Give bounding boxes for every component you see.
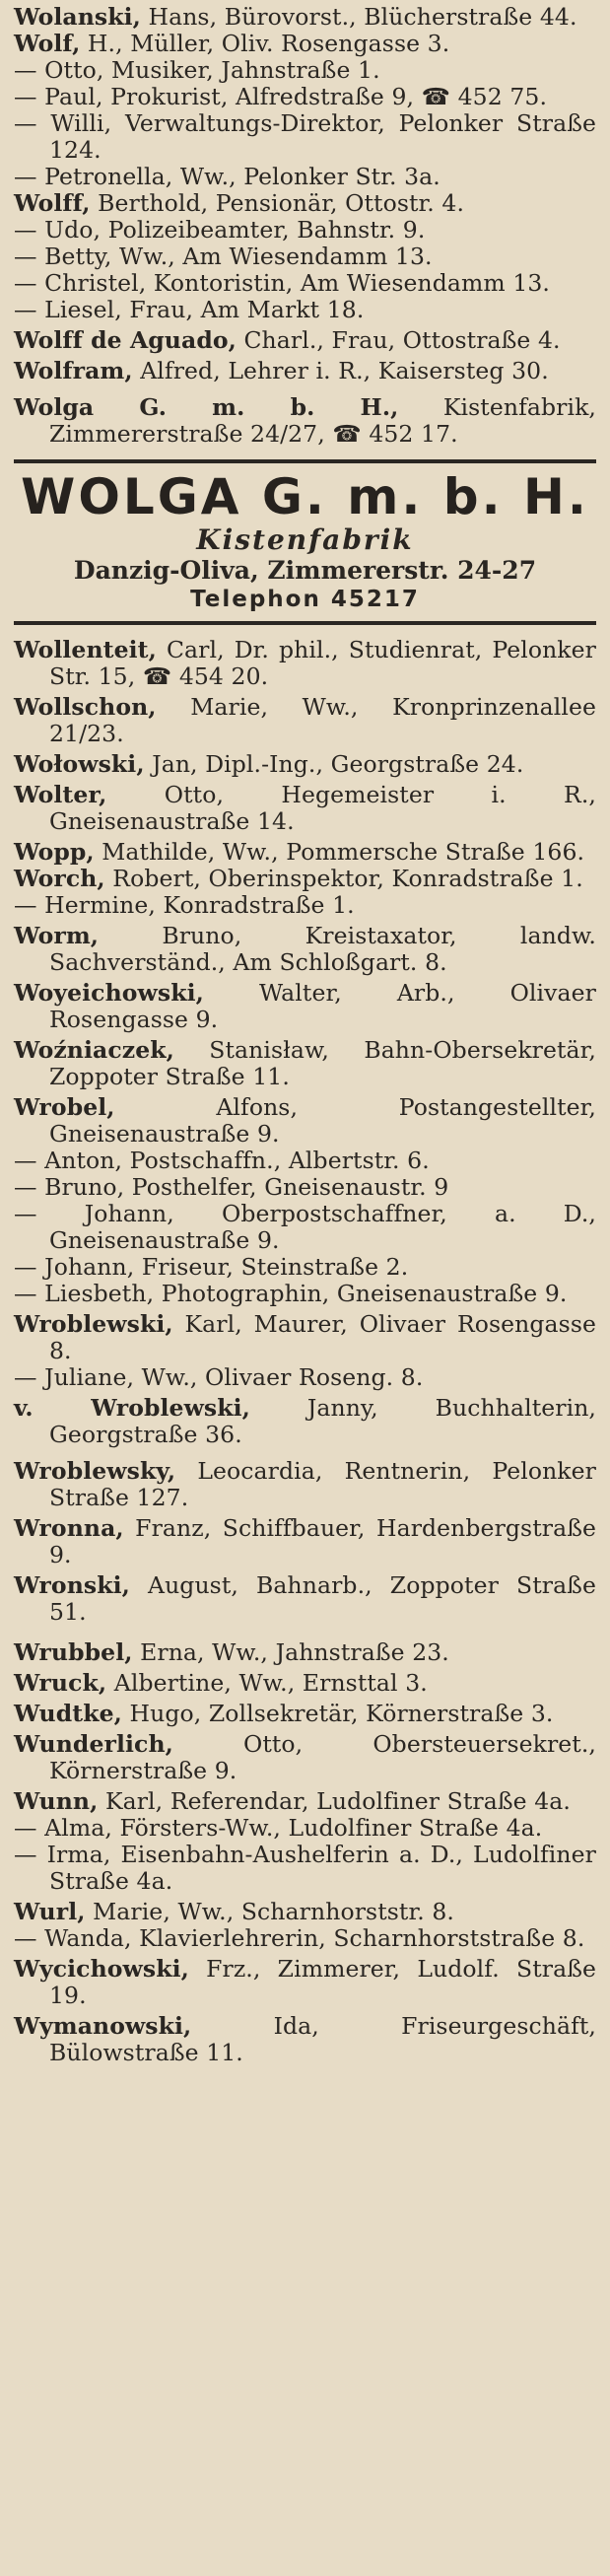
entry-details: — Willi, Verwaltungs-Direktor, Pelonker Straße 124. [14,109,596,164]
directory-entry [14,1174,596,1201]
entry-details: Alfred, Lehrer i. R., Kaisersteg 30. [132,357,549,384]
directory-entry [14,1701,596,1727]
entry-surname: Worm, [14,922,100,949]
directory-entry [14,1254,596,1281]
entry-details: — Alma, Försters-Ww., Ludolfiner Straße 4a. [14,1814,543,1842]
directory-entry [14,1842,596,1895]
entry-surname: v. Wroblewski, [14,1394,250,1422]
entry-details: Albertine, Ww., Ernsttal 3. [106,1669,428,1697]
directory-entry [14,164,596,190]
entry-details: — Irma, Eisenbahn-Aushelferin a. D., Ludolfiner Straße 4a. [14,1841,596,1895]
entry-details: — Otto, Musiker, Jahnstraße 1. [14,56,380,84]
entry-details: Robert, Oberinspektor, Konradstraße 1. [104,865,583,892]
entry-details: Frz., Zimmerer, Ludolf. Straße 19. [49,1955,596,2009]
spacer [14,1626,596,1639]
advertisement [14,459,596,625]
entry-details: — Bruno, Posthelfer, Gneisenaustr. 9 [14,1173,449,1201]
entry-surname: Wrubbel, [14,1638,133,1666]
entry-surname: Wolter, [14,781,107,808]
directory-list-top [14,4,596,448]
entry-details: — Liesel, Frau, Am Markt 18. [14,296,365,323]
directory-entry [14,1899,596,1925]
entry-surname: Wopp, [14,838,95,866]
entry-details: Karl, Maurer, Olivaer Rosengasse 8. [49,1310,596,1364]
entry-details: — Anton, Postschaffn., Albertstr. 6. [14,1147,430,1174]
entry-surname: Wymanowski, [14,2012,192,2040]
directory-entry [14,217,596,244]
entry-details: Hans, Bürovorst., Blücherstraße 44. [140,3,577,31]
entry-surname: Wolff de Aguado, [14,326,237,354]
entry-surname: Wycichowski, [14,1955,189,1983]
entry-surname: Wurl, [14,1898,86,1925]
entry-details: — Betty, Ww., Am Wiesendamm 13. [14,243,433,270]
entry-surname: Wollenteit, [14,636,157,663]
entry-surname: Wunderlich, [14,1730,173,1758]
entry-details: — Wanda, Klavierlehrerin, Scharnhorststraße 8. [14,1924,585,1952]
entry-details: Otto, Obersteuersekret., Körnerstraße 9. [49,1730,596,1784]
entry-surname: Woźniaczek, [14,1036,174,1064]
directory-entry [14,57,596,84]
entry-details: — Paul, Prokurist, Alfredstraße 9, ☎ 452 75. [14,83,548,110]
directory-entry [14,1311,596,1364]
directory-entry [14,1731,596,1784]
directory-entry [14,2013,596,2066]
ad-product: Kistenfabrik [196,523,414,556]
directory-entry [14,4,596,31]
entry-details: Franz, Schiffbauer, Hardenbergstraße 9. [49,1514,596,1568]
directory-entry [14,1148,596,1174]
entry-details: — Johann, Oberpostschaffner, a. D., Gneisenaustraße 9. [14,1200,596,1254]
directory-entry [14,923,596,976]
entry-details: Alfons, Postangestellter, Gneisenaustraße 9. [49,1093,596,1148]
directory-entry [14,782,596,835]
entry-surname: Wołowski, [14,750,145,778]
directory-entry [14,190,596,217]
entry-details: — Johann, Friseur, Steinstraße 2. [14,1253,409,1281]
entry-details: — Juliane, Ww., Olivaer Roseng. 8. [14,1363,424,1391]
directory-entry [14,270,596,297]
entry-details: Kistenfabrik, Zimmererstraße 24/27, ☎ 452 17. [49,393,596,448]
entry-details: H., Müller, Oliv. Rosengasse 3. [80,30,450,57]
entry-surname: Wronski, [14,1571,130,1599]
entry-surname: Wronna, [14,1514,124,1542]
entry-details: Bruno, Kreistaxator, landw. Sachverständ., Am Schloßgart. 8. [49,922,596,976]
entry-details: August, Bahnarb., Zoppoter Straße 51. [49,1571,596,1626]
directory-entry [14,1515,596,1568]
directory-entry [14,751,596,778]
directory-entry [14,110,596,164]
entry-details: — Christel, Kontoristin, Am Wiesendamm 13. [14,269,550,297]
entry-details: Ida, Friseurgeschäft, Bülowstraße 11. [49,2012,596,2066]
entry-details: Berthold, Pensionär, Ottostr. 4. [90,189,465,217]
directory-entry [14,839,596,866]
entry-details: Walter, Arb., Olivaer Rosengasse 9. [49,979,596,1033]
directory-entry [14,1670,596,1697]
directory-entry [14,327,596,354]
directory-entry [14,297,596,323]
entry-details: Charl., Frau, Ottostraße 4. [236,326,561,354]
entry-surname: Wunn, [14,1787,99,1815]
directory-entry [14,1281,596,1307]
entry-details: Mathilde, Ww., Pommersche Straße 166. [94,838,585,866]
directory-entry [14,1639,596,1666]
entry-details: Carl, Dr. phil., Studienrat, Pelonker Str. 15, ☎ 454 20. [49,636,596,690]
entry-details: Hugo, Zollsekretär, Körnerstraße 3. [121,1700,554,1727]
entry-details: — Petronella, Ww., Pelonker Str. 3a. [14,163,441,190]
entry-surname: Wrobel, [14,1093,115,1121]
entry-details: Karl, Referendar, Ludolfiner Straße 4a. [98,1787,571,1815]
directory-entry [14,694,596,747]
directory-entry [14,1094,596,1148]
entry-details: Erna, Ww., Jahnstraße 23. [132,1638,449,1666]
entry-surname: Wruck, [14,1669,107,1697]
directory-entry [14,1201,596,1254]
ad-company-name: WOLGA G. m. b. H. [21,468,589,525]
entry-surname: Wolfram, [14,357,133,384]
entry-surname: Wroblewski, [14,1310,173,1338]
directory-entry [14,1458,596,1511]
entry-surname: Woyeichowski, [14,979,204,1007]
entry-surname: Worch, [14,865,105,892]
directory-entry [14,1815,596,1842]
directory-entry [14,1925,596,1952]
directory-entry [14,866,596,892]
directory-entry [14,358,596,384]
entry-surname: Wolff, [14,189,91,217]
entry-details: Marie, Ww., Scharnhorststr. 8. [85,1898,454,1925]
ad-phone: Telephon 45217 [190,587,420,612]
entry-details: Stanisław, Bahn-Obersekretär, Zoppoter Straße 11. [49,1036,596,1090]
directory-entry [14,1956,596,2009]
entry-details: Jan, Dipl.-Ing., Georgstraße 24. [144,750,524,778]
directory-entry [14,1572,596,1626]
entry-surname: Wollschon, [14,693,157,721]
directory-list-bottom [14,637,596,2066]
directory-entry [14,637,596,690]
directory-entry [14,1364,596,1391]
directory-entry [14,1037,596,1090]
ad-address: Danzig-Oliva, Zimmererstr. 24-27 [73,556,537,585]
directory-entry [14,31,596,57]
entry-surname: Wolf, [14,30,81,57]
directory-entry [14,84,596,110]
directory-entry [14,1395,596,1448]
directory-entry [14,244,596,270]
entry-details: Otto, Hegemeister i. R., Gneisenaustraße 14. [49,781,596,835]
entry-surname: Wudtke, [14,1700,122,1727]
entry-details: Janny, Buchhalterin, Georgstraße 36. [49,1394,597,1448]
entry-details: — Hermine, Konradstraße 1. [14,891,355,919]
directory-entry [14,980,596,1033]
directory-entry [14,892,596,919]
entry-details: Leocardia, Rentnerin, Pelonker Straße 127. [49,1457,596,1511]
directory-entry [14,394,596,448]
directory-entry [14,1788,596,1815]
entry-surname: Wroblewsky, [14,1457,176,1485]
entry-surname: Wolga G. m. b. H., [14,393,399,421]
entry-surname: Wolanski, [14,3,141,31]
entry-details: — Udo, Polizeibeamter, Bahnstr. 9. [14,216,426,244]
entry-details: Marie, Ww., Kronprinzenallee 21/23. [49,693,596,747]
entry-details: — Liesbeth, Photographin, Gneisenaustraße 9. [14,1280,568,1307]
